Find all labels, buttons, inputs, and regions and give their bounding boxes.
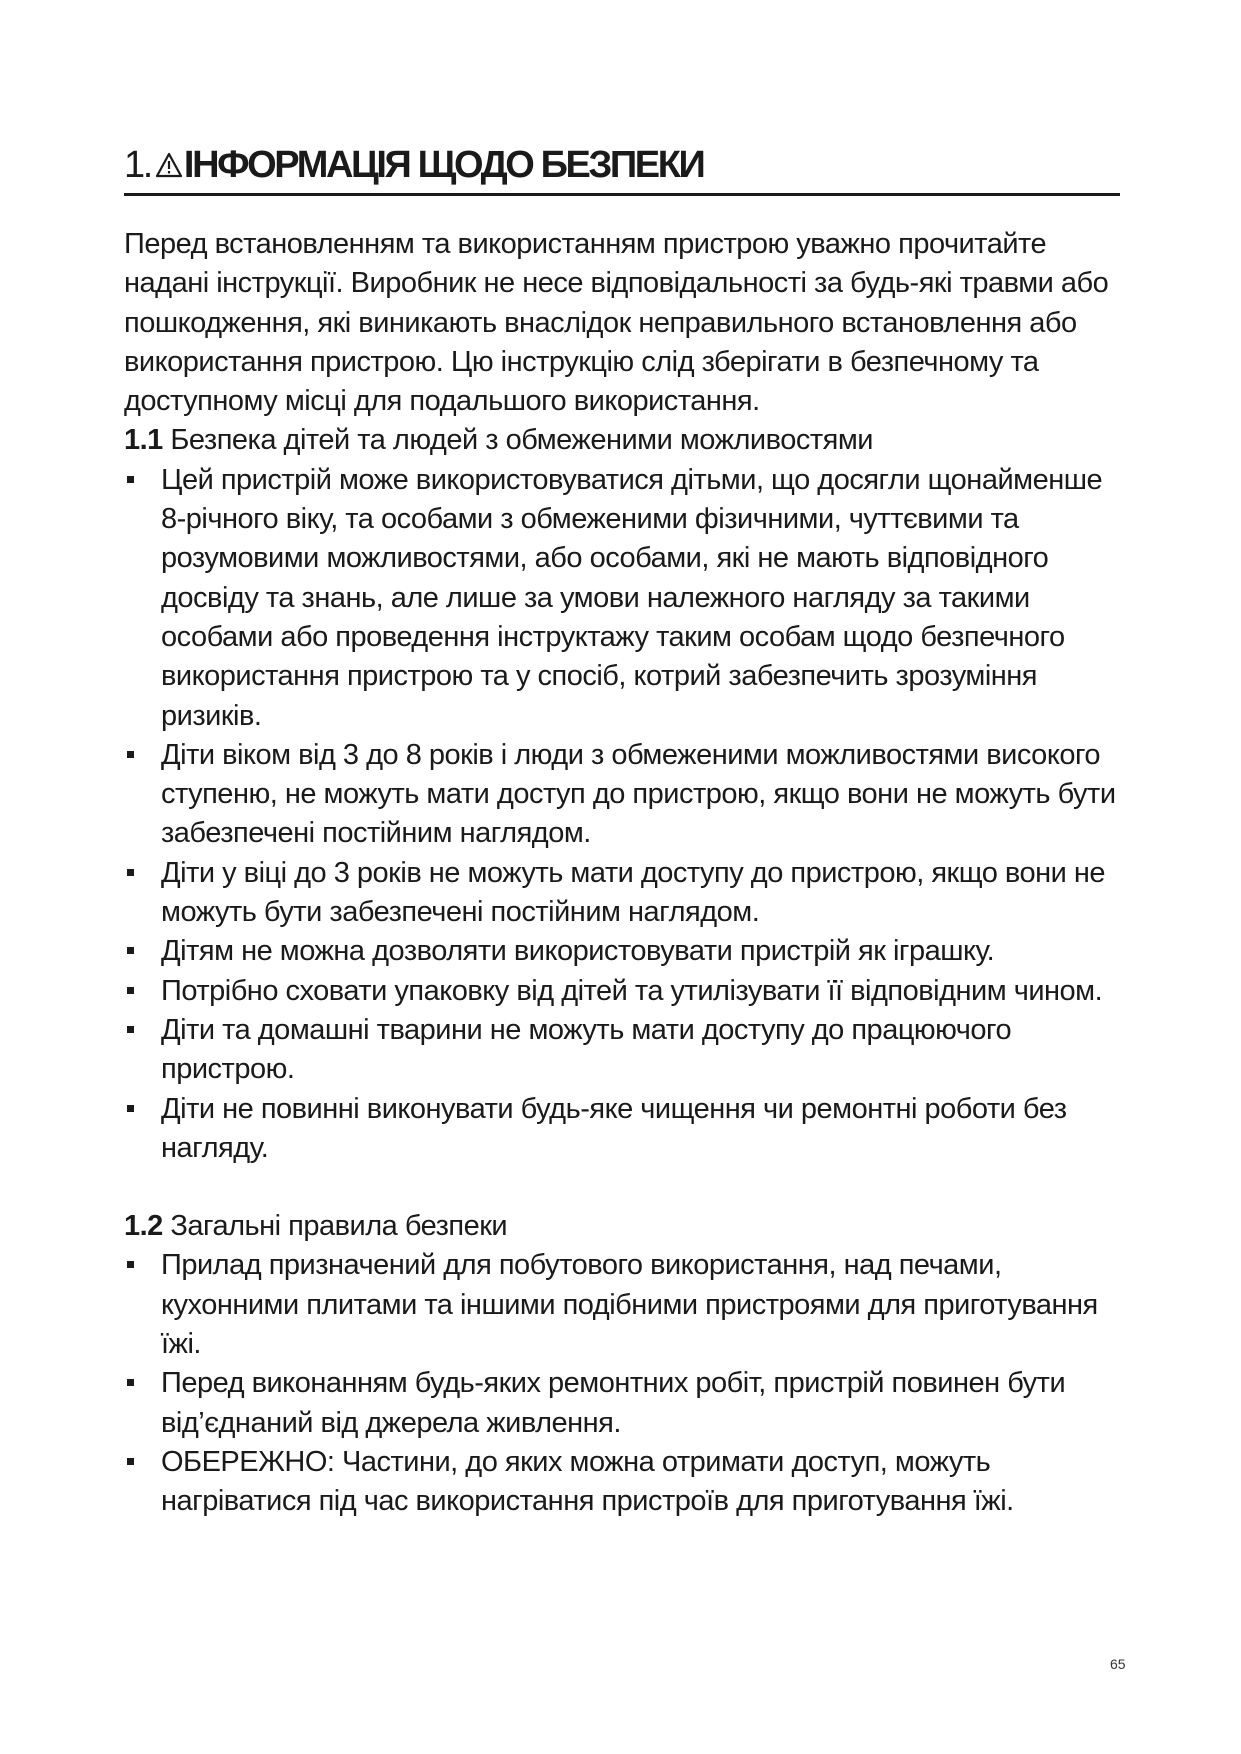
bullet-marker	[127, 1261, 134, 1268]
bullet-marker	[127, 1026, 134, 1033]
bullet-list-1-1	[124, 461, 1120, 1168]
subsection-title: Загальні правила безпеки	[170, 1210, 508, 1243]
list-item: Потрібно сховати упаковку від дітей та утилізувати її відповідним чином.	[124, 972, 1120, 1011]
subsection-title: Безпека дітей та людей з обмеженими можливостями	[170, 424, 873, 457]
bullet-marker	[127, 1105, 134, 1112]
bullet-marker	[127, 1458, 134, 1465]
warning-triangle-icon	[155, 152, 183, 178]
document-body	[124, 225, 1120, 1522]
page-number: 65	[1110, 1656, 1126, 1672]
bullet-marker	[127, 869, 134, 876]
subsection-heading-1-2	[124, 1207, 1120, 1246]
intro-paragraph: Перед встановленням та використанням пристрою уважно прочитайте надані інструкції. Виробник не несе відповідальності за будь-які травми або пошкодження, які виникають внаслідок неправильного встановлення або використання пристрою. Цю інструкцію слід зберігати в безпечному та доступному місці для подальшого використання.	[124, 228, 1109, 418]
list-item: Діти не повинні виконувати будь-яке чищення чи ремонтні роботи без нагляду.	[124, 1090, 1120, 1169]
section-heading	[124, 137, 1120, 196]
bullet-marker	[127, 1379, 134, 1386]
document-page	[124, 0, 1126, 1754]
subsection-number: 1.1	[124, 424, 163, 457]
subsection-number: 1.2	[124, 1210, 163, 1243]
list-item: Діти та домашні тварини не можуть мати доступу до працюючого пристрою.	[124, 1011, 1120, 1090]
list-item: Діти віком від 3 до 8 років і люди з обмеженими можливостями високого ступеню, не можуть мати доступ до пристрою, якщо вони не можуть бути забезпечені постійним наглядом.	[124, 736, 1120, 854]
list-item: Цей пристрій може використовуватися дітьми, що досягли щонайменше 8-річного віку, та особами з обмеженими фізичними, чуттєвими та розумовими можливостями, або особами, які не мають відповідного досвіду та знань, але лише за умови належного нагляду за такими особами або проведення інструктажу таким особам щодо безпечного використання пристрою та у спосіб, котрий забезпечить зрозуміння ризиків.	[124, 461, 1120, 736]
bullet-marker	[127, 987, 134, 994]
bullet-marker	[127, 947, 134, 954]
list-item: Діти у віці до 3 років не можуть мати доступу до пристрою, якщо вони не можуть бути забезпечені постійним наглядом.	[124, 854, 1120, 933]
bullet-list-1-2	[124, 1246, 1120, 1521]
list-item: Дітям не можна дозволяти використовувати пристрій як іграшку.	[124, 932, 1120, 971]
heading-title: ІНФОРМАЦІЯ ЩОДО БЕЗПЕКИ	[183, 143, 704, 186]
subsection-heading-1-1	[124, 421, 1120, 460]
list-item: Прилад призначений для побутового використання, над печами, кухонними плитами та іншими подібними пристроями для приготування їжі.	[124, 1246, 1120, 1364]
heading-number: 1.	[124, 143, 151, 186]
list-item: Перед виконанням будь-яких ремонтних робіт, пристрій повинен бути від’єднаний від джерела живлення.	[124, 1364, 1120, 1443]
list-item: ОБЕРЕЖНО: Частини, до яких можна отримати доступ, можуть нагріватися під час використання пристроїв для приготування їжі.	[124, 1443, 1120, 1522]
bullet-marker	[127, 476, 134, 483]
bullet-marker	[127, 751, 134, 758]
